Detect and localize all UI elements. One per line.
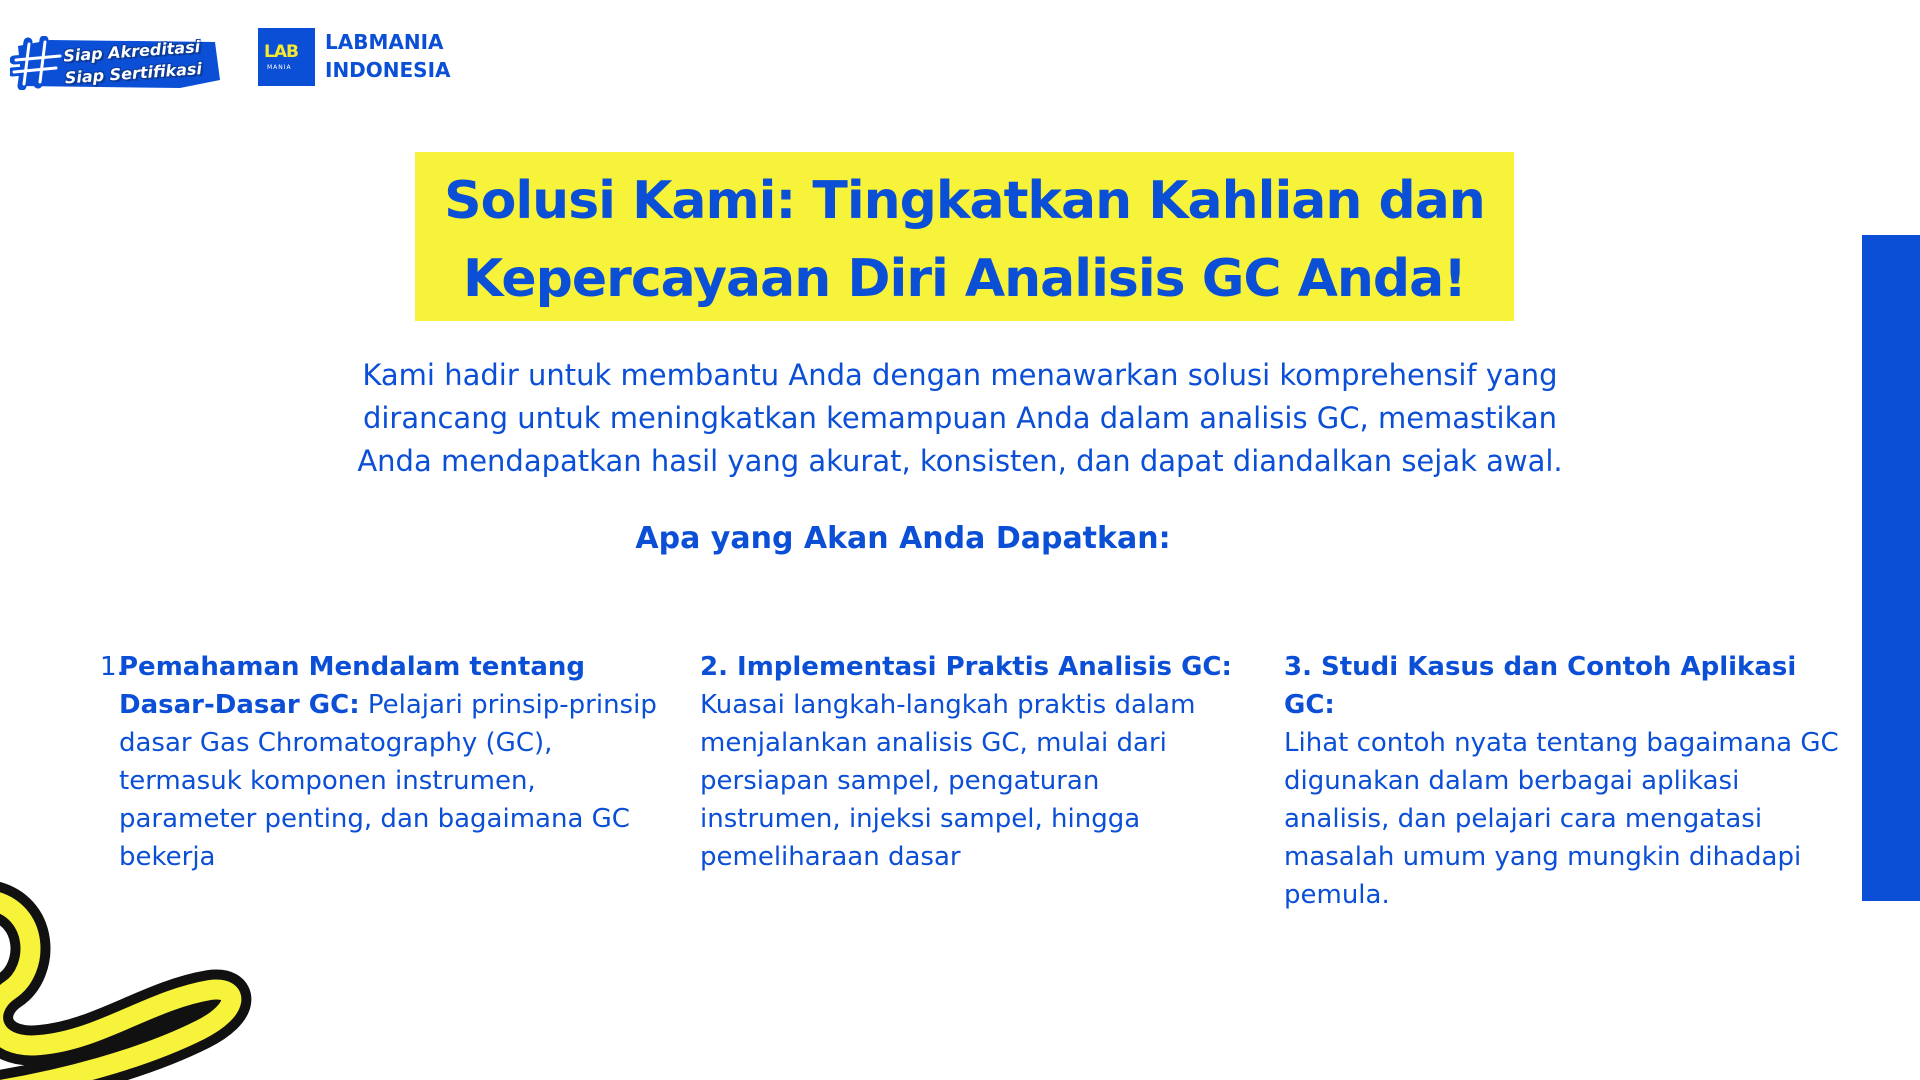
hashtag-line-2: Siap Sertifikasi	[64, 59, 203, 88]
header-logos	[0, 0, 462, 112]
feature-text: Lihat contoh nyata tentang bagaimana GC digunakan dalam berbagai aplikasi analisis, dan pelajari cara mengatasi masalah umum yang mungkin dihadapi pemula.	[1284, 728, 1839, 910]
title-line-1: Solusi Kami: Tingkatkan Kahlian dan	[444, 171, 1485, 231]
feature-item-2	[700, 648, 1245, 876]
feature-text: Kuasai langkah-langkah praktis dalam menjalankan analisis GC, mulai dari persiapan sampel, pengaturan instrumen, injeksi sampel, hingga pemeliharaan dasar	[700, 690, 1196, 872]
intro-line-3: Anda mendapatkan hasil yang akurat, konsisten, dan dapat diandalkan sejak awal.	[357, 444, 1563, 478]
hashtag-badge-logo	[10, 36, 220, 90]
intro-paragraph	[290, 354, 1630, 483]
intro-line-1: Kami hadir untuk membantu Anda dengan menawarkan solusi komprehensif yang	[362, 358, 1558, 392]
labmania-logo	[258, 28, 315, 86]
intro-line-2: dirancang untuk meningkatkan kemampuan Anda dalam analisis GC, memastikan	[362, 401, 1558, 435]
feature-number: 1.	[100, 652, 125, 682]
feature-heading: 3. Studi Kasus dan Contoh Aplikasi GC:	[1284, 652, 1797, 720]
page-title	[415, 162, 1514, 318]
brand-name	[325, 28, 451, 84]
feature-text: Pelajari prinsip-prinsip dasar Gas Chromatography (GC), termasuk komponen instrumen, parameter penting, dan bagaimana GC bekerja	[119, 690, 657, 872]
feature-heading: Pemahaman Mendalam tentang Dasar-Dasar GC:	[119, 652, 586, 720]
feature-heading: 2. Implementasi Praktis Analisis GC:	[700, 652, 1232, 682]
squiggle-doodle-icon	[0, 880, 260, 1080]
title-line-2: Kepercayaan Diri Analisis GC Anda!	[463, 249, 1466, 309]
feature-item-1	[100, 648, 660, 876]
hashtag-line-1: Siap Akreditasi	[62, 37, 201, 66]
logo-lab-text: LAB	[264, 42, 298, 62]
section-subheading: Apa yang Akan Anda Dapatkan:	[635, 521, 1171, 556]
feature-item-3	[1284, 648, 1844, 914]
title-highlight	[415, 152, 1514, 321]
brand-line-2: INDONESIA	[325, 58, 451, 82]
right-accent-bar	[1862, 235, 1920, 901]
logo-mania-text: MANIA	[267, 64, 292, 71]
brand-line-1: LABMANIA	[325, 30, 444, 54]
